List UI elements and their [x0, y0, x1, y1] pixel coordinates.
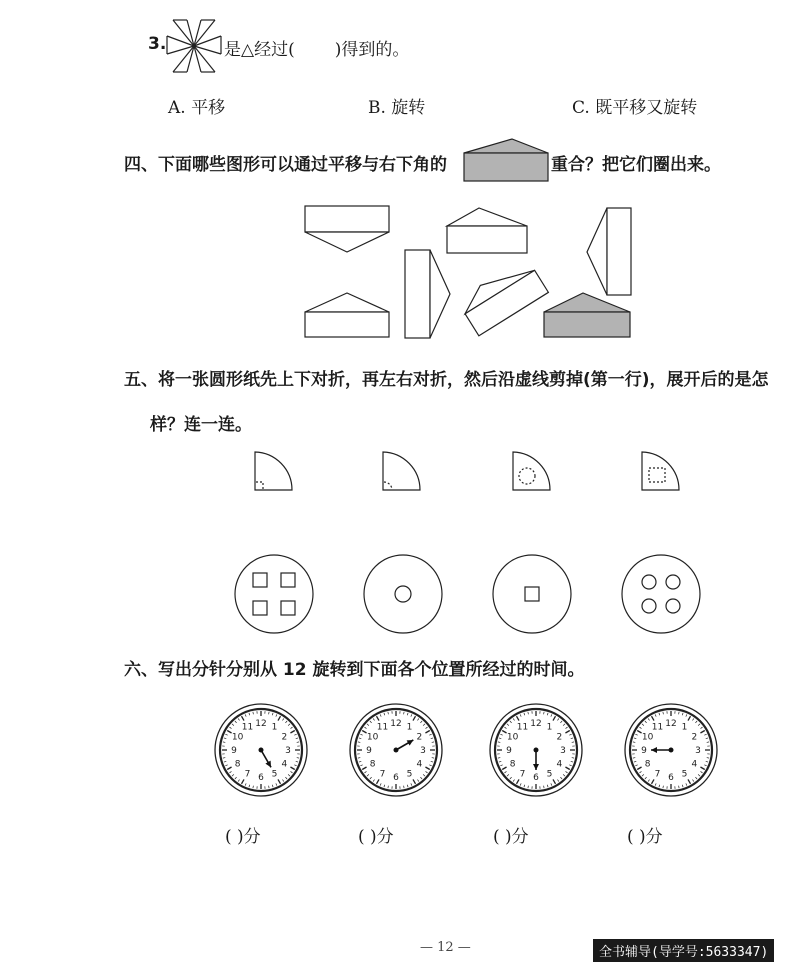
- quarter-2: [383, 452, 420, 490]
- clock-number: 12: [255, 719, 267, 729]
- hole: [642, 575, 656, 589]
- hole: [253, 573, 267, 587]
- clock-number: 4: [556, 759, 563, 770]
- clock-number: 7: [379, 769, 386, 780]
- clock-number: 8: [234, 759, 241, 770]
- clock-number: 10: [641, 732, 654, 743]
- section-4-title-after: 重合？把它们圈出来。: [551, 155, 721, 175]
- section-6-title: 六、写出分针分别从 12 旋转到下面各个位置所经过的时间。: [124, 660, 585, 680]
- clock-center: [394, 748, 399, 753]
- clock-number: 9: [231, 746, 237, 756]
- clock-number: 7: [244, 769, 251, 780]
- clock-number: 5: [681, 769, 688, 780]
- clock-number: 1: [406, 722, 413, 733]
- clock-number: 10: [366, 732, 379, 743]
- shape-2-triangle: [447, 208, 527, 226]
- clock-number: 5: [546, 769, 553, 780]
- shape-4-triangle: [430, 250, 450, 338]
- shape-6-triangle: [305, 293, 389, 312]
- question-3-text-before: 是△经过(: [224, 40, 295, 60]
- question-number: 3.: [148, 34, 167, 54]
- unfolded-circles: [230, 552, 690, 642]
- clock-number: 4: [691, 759, 698, 770]
- clock-number: 7: [654, 769, 661, 780]
- clock-number: 2: [556, 732, 563, 743]
- shape-3-triangle: [587, 208, 607, 295]
- clock-number: 8: [509, 759, 516, 770]
- circle-1: [235, 555, 313, 633]
- shape-2-rect: [447, 226, 527, 253]
- clock-center: [534, 748, 539, 753]
- shape-7-triangle: [544, 293, 630, 312]
- clocks-group: [200, 700, 720, 805]
- clock: [625, 704, 717, 796]
- answer-3: ( )分: [493, 827, 529, 847]
- clock-number: 11: [241, 722, 254, 733]
- hole: [253, 601, 267, 615]
- clock-number: 9: [366, 746, 372, 756]
- clock-number: 4: [416, 759, 423, 770]
- clock-number: 6: [668, 773, 674, 783]
- clock-number: 7: [519, 769, 526, 780]
- clock-number: 2: [281, 732, 288, 743]
- clock-number: 1: [271, 722, 278, 733]
- shape-1-triangle: [305, 232, 389, 252]
- clock-number: 12: [390, 719, 402, 729]
- clock-number: 10: [506, 732, 519, 743]
- clock-number: 2: [416, 732, 423, 743]
- shape-3-rect: [607, 208, 631, 295]
- hole: [281, 573, 295, 587]
- section-5-line1: 五、将一张圆形纸先上下对折，再左右对折，然后沿虚线剪掉(第一行)，展开后的是怎: [124, 370, 769, 390]
- clock-number: 3: [695, 746, 701, 756]
- shape-7-rect: [544, 312, 630, 337]
- clock-number: 6: [533, 773, 539, 783]
- clock: [350, 704, 442, 796]
- shape-1-rect: [305, 206, 389, 232]
- clock-number: 11: [516, 722, 529, 733]
- clock-number: 6: [393, 773, 399, 783]
- clock-number: 4: [281, 759, 288, 770]
- clock-number: 5: [271, 769, 278, 780]
- section-4-title-before: 四、下面哪些图形可以通过平移与右下角的: [124, 155, 447, 175]
- clock-number: 5: [406, 769, 413, 780]
- clock-number: 2: [691, 732, 698, 743]
- page-number: — 12 —: [420, 940, 471, 955]
- folded-quarters: [250, 448, 700, 498]
- clock-center: [669, 748, 674, 753]
- shapes-group: [300, 200, 640, 345]
- hole: [395, 586, 411, 602]
- clock-number: 9: [506, 746, 512, 756]
- clock-number: 1: [681, 722, 688, 733]
- clock-number: 11: [376, 722, 389, 733]
- hole: [666, 599, 680, 613]
- quarter-4: [642, 452, 679, 490]
- clock-number: 8: [369, 759, 376, 770]
- clock-number: 6: [258, 773, 264, 783]
- clock-number: 3: [560, 746, 566, 756]
- clock-number: 9: [641, 746, 647, 756]
- quarter-3: [513, 452, 550, 490]
- reference-shape: [462, 137, 550, 183]
- quarter-1: [255, 452, 292, 490]
- clock-number: 1: [546, 722, 553, 733]
- section-5-line2: 样？连一连。: [150, 415, 252, 435]
- question-3-text: [224, 35, 409, 60]
- clock-center: [259, 748, 264, 753]
- option-c: C. 既平移又旋转: [572, 98, 698, 118]
- pinwheel-figure: [165, 18, 223, 74]
- clock-number: 3: [420, 746, 426, 756]
- clock: [215, 704, 307, 796]
- answer-4: ( )分: [627, 827, 663, 847]
- footer-tag: 全书辅导(导学号:5633347): [593, 939, 774, 962]
- shape-4-rect: [405, 250, 430, 338]
- clock-number: 12: [530, 719, 542, 729]
- hole: [281, 601, 295, 615]
- option-b: B. 旋转: [368, 98, 426, 118]
- clock-number: 10: [231, 732, 244, 743]
- clock-number: 11: [651, 722, 664, 733]
- shape-6-rect: [305, 312, 389, 337]
- circle-4: [622, 555, 700, 633]
- answer-1: ( )分: [225, 827, 261, 847]
- clock-number: 3: [285, 746, 291, 756]
- option-a: A. 平移: [168, 98, 226, 118]
- question-3-text-after: )得到的。: [334, 40, 410, 60]
- hole: [642, 599, 656, 613]
- clock-number: 8: [644, 759, 651, 770]
- answer-2: ( )分: [358, 827, 394, 847]
- clock: [490, 704, 582, 796]
- hole: [525, 587, 539, 601]
- hole: [666, 575, 680, 589]
- clock-number: 12: [665, 719, 677, 729]
